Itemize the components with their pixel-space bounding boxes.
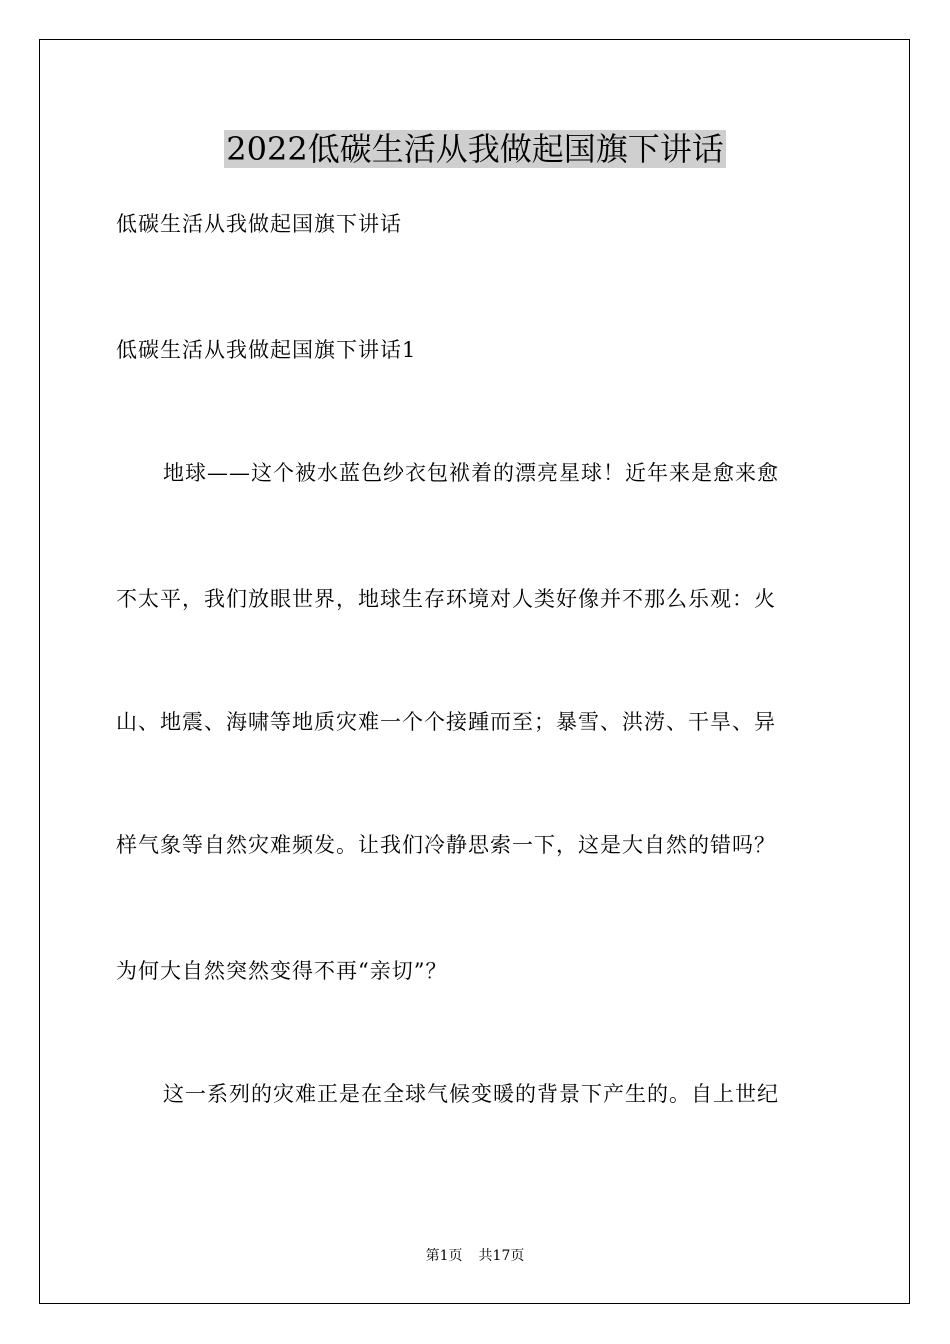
section-heading: 低碳生活从我做起国旗下讲话1 xyxy=(116,338,417,362)
body-line: 地球——这个被水蓝色纱衣包袱着的漂亮星球！近年来是愈来愈 xyxy=(163,461,779,485)
page-total: 共17页 xyxy=(478,1248,525,1264)
body-line: 不太平，我们放眼世界，地球生存环境对人类好像并不那么乐观：火 xyxy=(116,587,776,611)
page-footer xyxy=(0,1247,950,1265)
body-line: 山、地震、海啸等地质灾难一个个接踵而至；暴雪、洪涝、干旱、异 xyxy=(116,710,776,734)
body-line: 这一系列的灾难正是在全球气候变暖的背景下产生的。自上世纪 xyxy=(163,1082,779,1106)
subtitle-line: 低碳生活从我做起国旗下讲话 xyxy=(116,212,402,236)
document-title-text: 2022低碳生活从我做起国旗下讲话 xyxy=(226,130,724,168)
document-title xyxy=(0,128,950,170)
page-number: 第1页 xyxy=(425,1248,463,1264)
body-line: 为何大自然突然变得不再“亲切”？ xyxy=(116,959,448,983)
body-line: 样气象等自然灾难频发。让我们冷静思索一下，这是大自然的错吗？ xyxy=(116,833,776,857)
